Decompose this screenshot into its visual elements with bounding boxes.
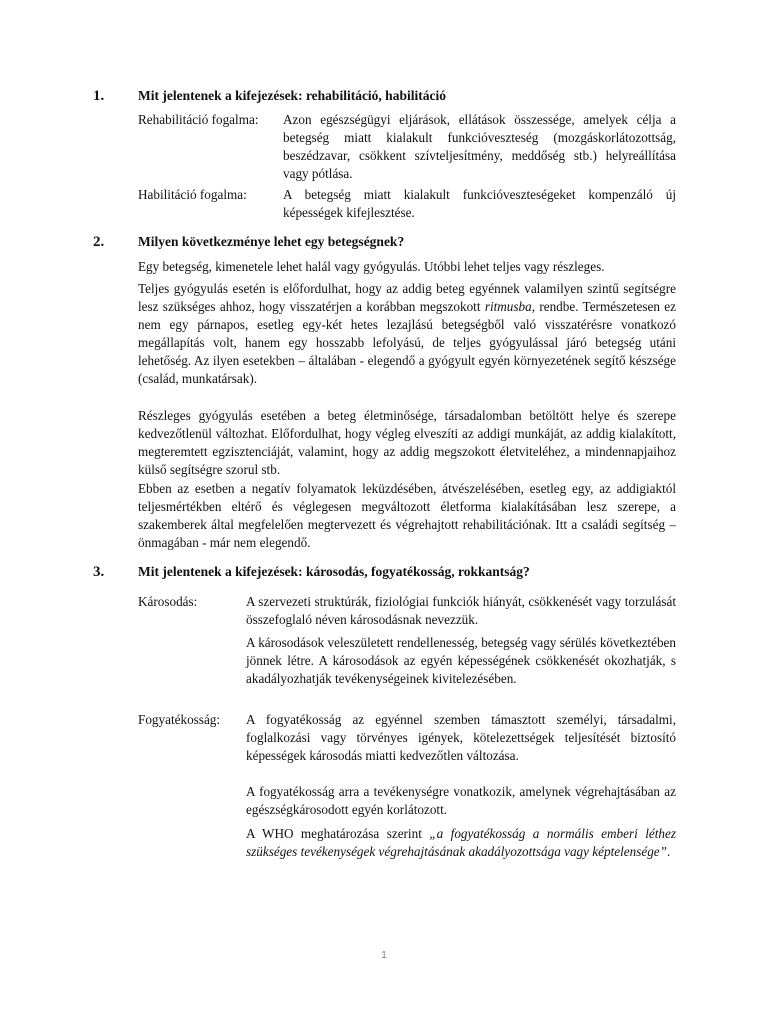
section-1-title: Mit jelentenek a kifejezések: rehabilitáció, habilitáció: [138, 88, 446, 103]
section-3-title: Mit jelentenek a kifejezések: károsodás, fogyatékosság, rokkantság?: [138, 564, 530, 579]
definition-karosodas-1: A szervezeti struktúrák, fiziológiai funkciók hiányát, csökkenését vagy torzulását összefoglaló néven károsodásnak nevezzük.: [246, 594, 676, 627]
section-3-number: 3.: [93, 564, 105, 580]
full-recovery-emphasis: ritmusba: [484, 299, 532, 314]
who-end: .: [667, 844, 671, 859]
paragraph-full-recovery: [138, 280, 676, 388]
paragraph-rehabilitation-role: Ebben az esetben a negatív folyamatok leküzdésében, átvészelésében, esetleg egy, az addigiaktól teljesmértékben eltérő és véglegesen megváltozott életforma kialakításában lesz szerepe, a szakemberek által megfelelően megtervezett és végrehajtott rehabilitációnak. Itt a családi segítség – önmagában - már nem elegendő.: [138, 481, 676, 550]
definition-rehabilitacio: Azon egészségügyi eljárások, ellátások összessége, amelyek célja a betegség miatt kialakult funkcióveszteség (mozgáskorlátozottság, beszédzavar, csökkent szívteljesítmény, meddőség stb.) helyreállítása vagy pótlása.: [283, 112, 676, 181]
paragraph-outcome: Egy betegség, kimenetele lehet halál vagy gyógyulás. Utóbbi lehet teljes vagy részleges.: [138, 259, 605, 274]
who-intro: A WHO meghatározása szerint: [246, 826, 430, 841]
definition-fogyatekossag-1: A fogyatékosság az egyénnel szemben támasztott személyi, társadalmi, foglalkozási vagy törvényes igények, kötelezettségek teljesítését biztosító képességek károsodás miatti kedvezőtlen változása.: [246, 712, 676, 763]
page-number: 1: [381, 950, 387, 961]
term-fogyatekossag: Fogyatékosság:: [138, 712, 221, 727]
section-2-number: 2.: [93, 234, 105, 250]
full-recovery-text-end: , rendbe. Természetesen ez nem egy párnapos, esetleg egy-két hetes lezajlású betegségből való visszatérésre vonatkozó megállapítás volt, hanem egy hosszabb lefolyású, de teljes gyógyulással járó betegség utáni lehetőség. Az ilyen esetekben – általában - elegendő a gyógyult egyén környezetének segítő készsége (család, munkatársak).: [138, 299, 676, 386]
paragraph-partial-recovery: Részleges gyógyulás esetében a beteg életminősége, társadalomban betöltött helye és szerepe kedvezőtlenül változhat. Előfordulhat, hogy végleg elveszíti az addigi munkáját, az addig kialakított, megteremtett egzisztenciáját, valamint, hogy az addig megszokott életviteléhez, a mindennapjaihoz külső segítségre szorul stb.: [138, 408, 676, 477]
definition-karosodas-2: A károsodások veleszületett rendellenesség, betegség vagy sérülés következtében jönnek létre. A károsodások az egyén képességének csökkenését okozhatják, s akadályozhatják tevékenységeinek kivitelezésében.: [246, 635, 676, 686]
who-quote: „a fogyatékosság a normális emberi léthez szükséges tevékenységek végrehajtásának akadályozottsága vagy képtelensége”: [246, 826, 676, 859]
definition-fogyatekossag-2: A fogyatékosság arra a tevékenységre vonatkozik, amelynek végrehajtásában az egészségkárosodott egyén korlátozott.: [246, 784, 676, 817]
definition-habilitacio: A betegség miatt kialakult funkcióveszteségeket kompenzáló új képességek kifejlesztése.: [283, 187, 676, 220]
term-rehabilitacio: Rehabilitáció fogalma:: [138, 112, 259, 127]
who-definition: [246, 825, 676, 861]
section-2-title: Milyen következménye lehet egy betegségnek?: [138, 234, 405, 249]
term-habilitacio: Habilitáció fogalma:: [138, 187, 247, 202]
term-karosodas: Károsodás:: [138, 594, 198, 609]
full-recovery-text-start: Teljes gyógyulás esetén is előfordulhat, hogy az addig beteg egyénnek valamilyen szintű segítségre lesz szükséges ahhoz, hogy visszatérjen a korábban megszokott: [138, 281, 676, 314]
section-1-number: 1.: [93, 88, 105, 104]
